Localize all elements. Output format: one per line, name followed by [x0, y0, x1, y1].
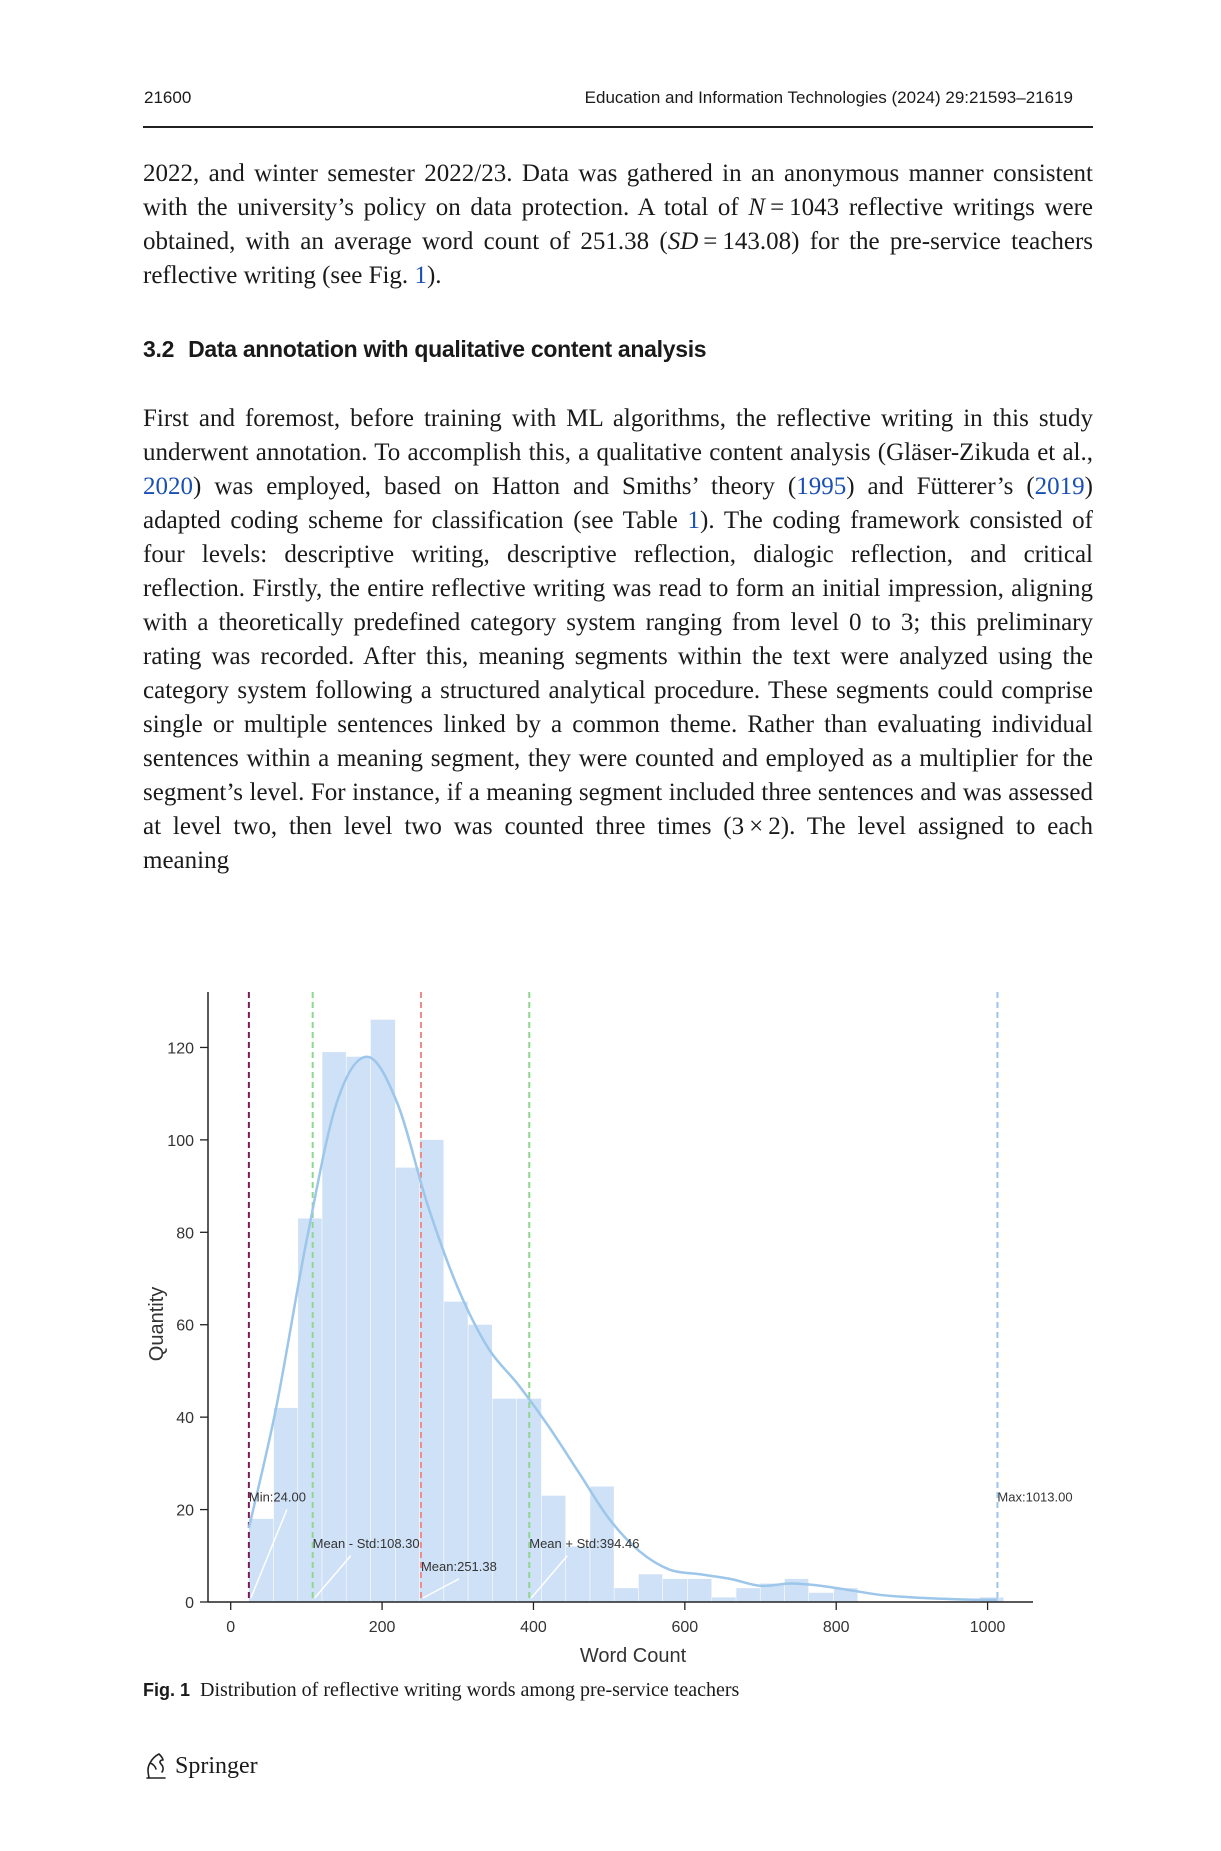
springer-horse-icon: [143, 1752, 169, 1780]
histogram-bar: [663, 1579, 687, 1602]
histogram-bar: [517, 1399, 541, 1602]
word-count-histogram: [143, 972, 1093, 1672]
p2-text-c: ) and Fütterer’s (: [846, 473, 1035, 500]
table-reference-link[interactable]: 1: [687, 507, 701, 534]
section-heading: [143, 336, 706, 363]
histogram-bar: [614, 1588, 638, 1602]
p2-text-e: ). The coding framework consisted of four levels: descriptive writing, descriptive reflection, dialogic reflection, and critical reflection. Firstly, the entire reflective writing was read to form an initial impression, aligning with a theoretically predefined category system ranging from level 0 to 3; this preliminary rating was recorded. After this, meaning segments within the text were analyzed using the category system following a structured analytical procedure. These segments could comprise single or multiple sentences linked by a common theme. Rather than evaluating individual sentences within a meaning segment, they were counted and employed as a multiplier for the segment’s level. For instance, if a meaning segment included three sentences and was assessed at level two, then level two was counted three times (3 × 2). The level assigned to each meaning: [143, 507, 1093, 874]
publisher-name: Springer: [175, 1752, 258, 1779]
paragraph-1: [143, 157, 1093, 293]
histogram-bar: [566, 1547, 590, 1602]
caption-text: Distribution of reflective writing words among pre-service teachers: [200, 1679, 740, 1701]
header-rule: [143, 126, 1093, 128]
p1-n-var: N: [748, 194, 766, 221]
histogram-bar: [371, 1020, 395, 1602]
reference-line-label: Max:1013.00: [997, 1489, 1073, 1505]
reference-line-label: Mean:251.38: [420, 1558, 497, 1574]
x-axis-label: Word Count: [579, 1645, 687, 1667]
histogram-bar: [322, 1052, 346, 1602]
histogram-bar: [639, 1574, 663, 1602]
y-tick-label: 80: [176, 1225, 194, 1243]
x-tick-label: 800: [822, 1619, 850, 1636]
histogram-bar: [274, 1408, 298, 1602]
y-tick-label: 40: [176, 1410, 194, 1428]
histogram-bar: [688, 1579, 712, 1602]
citation-link-1995[interactable]: 1995: [796, 473, 847, 500]
x-tick-label: 1000: [969, 1619, 1006, 1636]
x-tick-label: 400: [520, 1619, 547, 1636]
x-tick-label: 0: [226, 1619, 236, 1636]
p1-text-a: 2022, and winter semester 2022/23. Data was gathered in an anonymous manner consistent with the university’s policy on data protection. A total of: [143, 160, 1093, 221]
histogram-bar: [736, 1588, 760, 1602]
histogram-bar: [444, 1302, 468, 1602]
histogram-bar: [420, 1140, 444, 1602]
x-tick-label: 600: [671, 1619, 699, 1636]
y-axis-label: Quantity: [146, 1286, 168, 1362]
histogram-bar: [809, 1593, 833, 1602]
figure-caption: [143, 1679, 739, 1702]
caption-label: Fig. 1: [143, 1680, 191, 1700]
histogram-bar: [249, 1519, 273, 1602]
p1-text-c: = 143.08) for the pre-service teachers reflective writing (see Fig.: [143, 228, 1093, 289]
citation-link-2019[interactable]: 2019: [1034, 473, 1085, 500]
reference-line-label: Mean - Std:108.30: [312, 1535, 420, 1551]
reference-line-label: Min:24.00: [248, 1489, 306, 1505]
figure-reference-link[interactable]: 1: [414, 262, 427, 289]
y-tick-label: 20: [176, 1502, 194, 1520]
reference-line-label: Mean + Std:394.46: [529, 1535, 640, 1551]
p2-text-d: ) adapted coding scheme for classification (see Table: [143, 473, 1093, 534]
y-tick-label: 120: [167, 1040, 194, 1058]
y-tick-label: 100: [167, 1132, 194, 1150]
annotation-arrow: [999, 1510, 1035, 1598]
publisher-footer: [143, 1752, 258, 1780]
page-number: 21600: [144, 88, 192, 107]
y-tick-label: 0: [185, 1595, 194, 1612]
p2-text-a: First and foremost, before training with ML algorithms, the reflective writing in this study underwent annotation. To accomplish this, a qualitative content analysis (Gläser-Zikuda et al.,: [143, 405, 1093, 466]
p1-sd-var: SD: [667, 228, 699, 255]
figure-1: [143, 972, 1093, 1672]
citation-link-2020[interactable]: 2020: [143, 473, 193, 500]
journal-citation: Education and Information Technologies (2024) 29:21593–21619: [584, 88, 1073, 107]
section-title: Data annotation with qualitative content analysis: [188, 336, 707, 362]
p1-text-d: ).: [426, 262, 442, 289]
histogram-bar: [347, 1057, 371, 1602]
y-tick-label: 60: [176, 1317, 194, 1335]
p1-text-b: = 1043 reflective writings were obtained, with an average word count of 251.38 (: [143, 194, 1094, 255]
section-number: 3.2: [143, 336, 175, 362]
paragraph-2: [143, 402, 1093, 878]
x-tick-label: 200: [368, 1619, 396, 1636]
p2-text-b: ) was employed, based on Hatton and Smiths’ theory (: [193, 473, 797, 500]
